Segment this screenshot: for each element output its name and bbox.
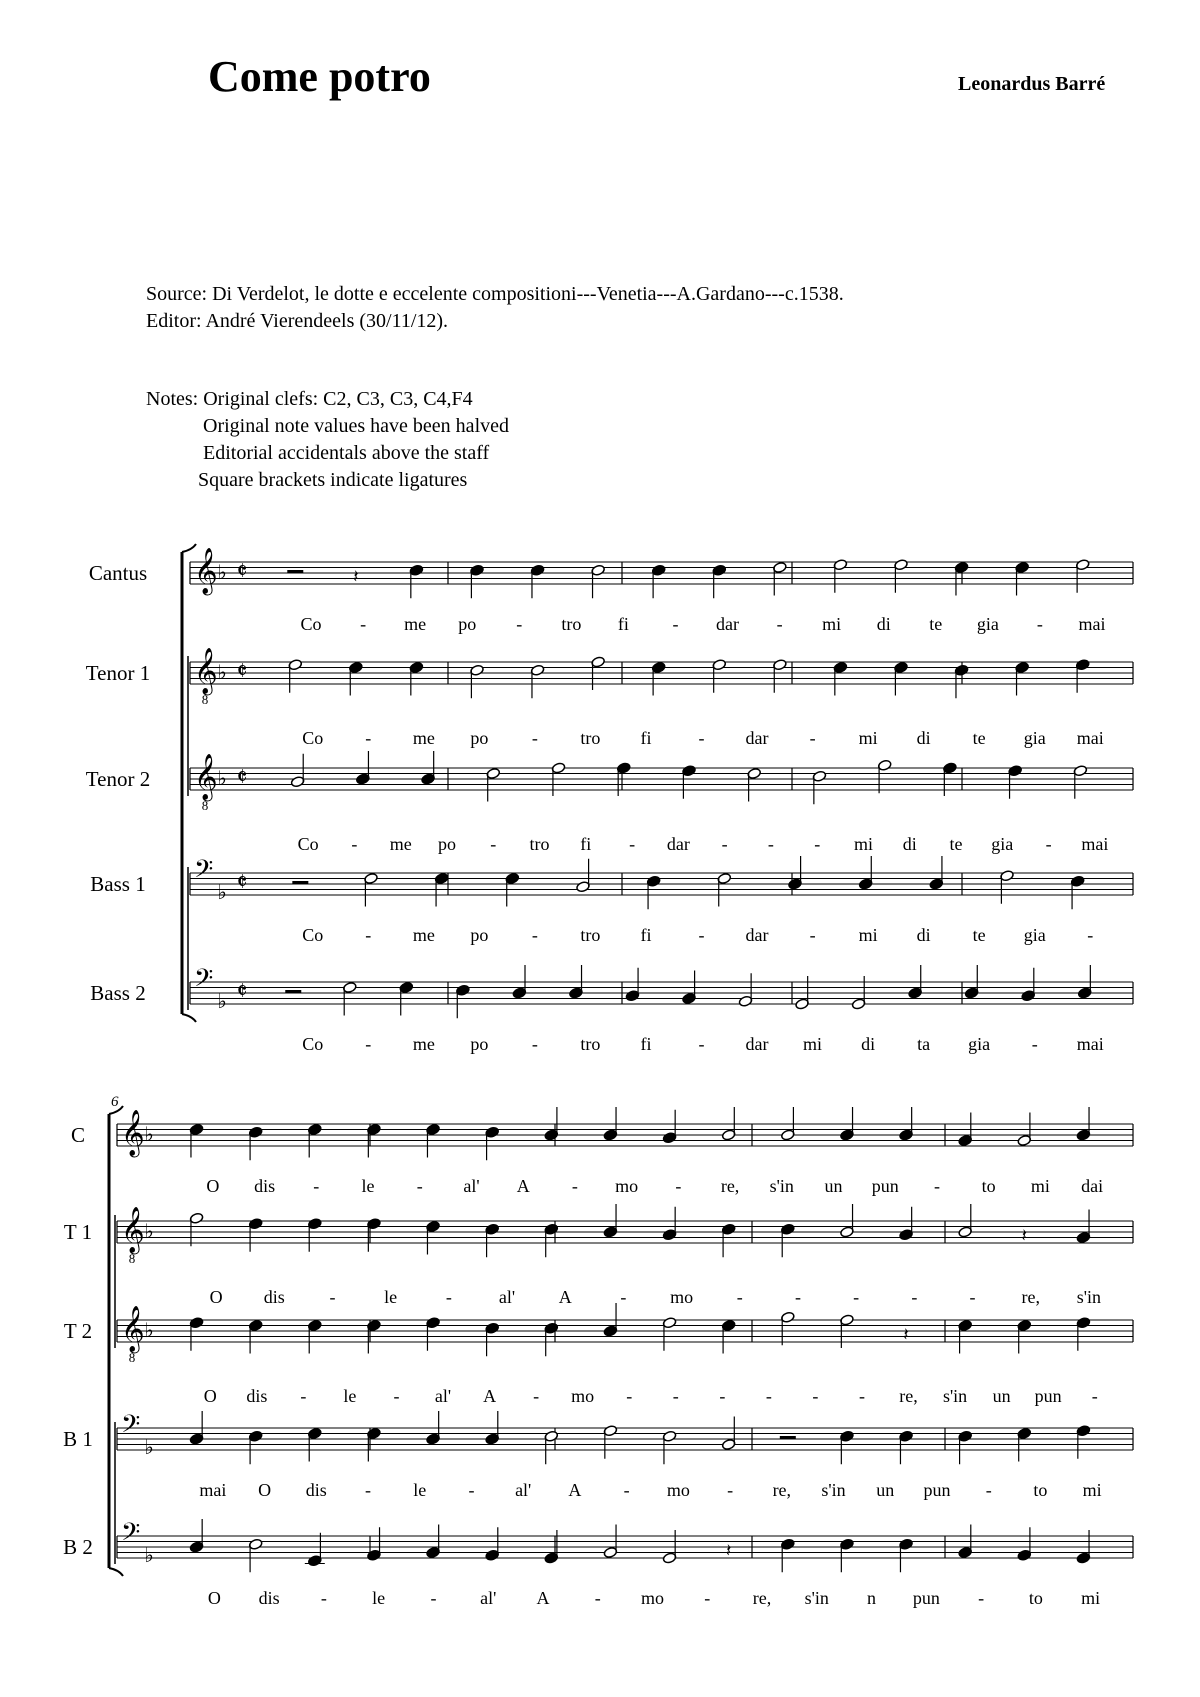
lyric-syllable: -	[812, 1386, 819, 1406]
lyric-syllable: mi	[803, 1034, 823, 1054]
staff-c	[71, 1107, 1133, 1196]
lyric-syllable: s'in	[769, 1176, 794, 1196]
lyric-syllable: -	[736, 1287, 743, 1307]
lyric-syllable: tro	[580, 925, 601, 945]
lyric-syllable: -	[365, 1034, 372, 1054]
lyric-syllable: gia	[968, 1034, 991, 1054]
lyric-syllable: fi	[640, 1034, 652, 1054]
bracket-bottom-hook	[182, 1014, 196, 1022]
lyric-syllable: un	[876, 1480, 895, 1500]
lyric-syllable: mi	[1082, 1480, 1102, 1500]
flat-icon: ♭	[217, 660, 227, 684]
part-label: B 1	[63, 1427, 93, 1451]
flat-icon: ♭	[144, 1219, 154, 1243]
lyric-syllable: mai	[1076, 1034, 1104, 1054]
lyric-syllable: re,	[899, 1386, 918, 1406]
lyric-syllable: mai	[199, 1480, 227, 1500]
lyric-syllable: -	[911, 1287, 918, 1307]
lyric-syllable: -	[445, 1287, 452, 1307]
lyric-syllable: -	[620, 1287, 627, 1307]
staff-tenor-1	[86, 648, 1133, 748]
lyric-syllable: Co	[302, 925, 324, 945]
part-label: B 2	[63, 1535, 93, 1559]
flat-icon: ♭	[217, 560, 227, 584]
lyric-syllable: -	[672, 614, 679, 634]
lyric-syllable: -	[853, 1287, 860, 1307]
lyric-syllable: -	[329, 1287, 336, 1307]
lyric-syllable: gia	[976, 614, 999, 634]
lyric-syllable: -	[675, 1176, 682, 1196]
part-label: Tenor 1	[85, 661, 151, 685]
quarter-rest-icon: 𝄽	[353, 566, 359, 588]
lyric-syllable: te	[972, 925, 986, 945]
lyric-syllable: mi	[1081, 1588, 1101, 1608]
part-label: Bass 2	[90, 981, 146, 1005]
lyric-syllable: -	[365, 1480, 372, 1500]
lyric-syllable: to	[1033, 1480, 1048, 1500]
lyric-syllable: -	[767, 834, 774, 854]
cut-time-icon: 𝄵	[236, 977, 248, 1005]
part-label: Bass 1	[90, 872, 146, 896]
lyric-syllable: -	[393, 1386, 400, 1406]
lyric-syllable: -	[698, 1034, 705, 1054]
lyric-syllable: al'	[480, 1588, 497, 1608]
lyric-syllable: -	[490, 834, 497, 854]
composer-name: Leonardus Barré	[958, 73, 1106, 95]
lyric-syllable: -	[721, 834, 728, 854]
notes-line-2: Editorial accidentals above the staff	[203, 442, 490, 464]
lyric-syllable: -	[626, 1386, 633, 1406]
lyric-syllable: tro	[529, 834, 550, 854]
lyric-syllable: mi	[858, 728, 878, 748]
rest-icon	[780, 1436, 796, 1439]
octave-8-icon: 8	[128, 1251, 136, 1266]
flat-icon: ♭	[144, 1543, 154, 1567]
lyric-syllable: mi	[1030, 1176, 1050, 1196]
lyric-syllable: -	[776, 614, 783, 634]
lyric-syllable: re,	[1021, 1287, 1040, 1307]
flat-icon: ♭	[217, 880, 227, 904]
lyric-syllable: dar	[745, 1034, 769, 1054]
lyric-syllable: tro	[580, 728, 601, 748]
lyric-syllable: dar	[716, 614, 740, 634]
flat-icon: ♭	[217, 989, 227, 1013]
treble-clef-icon: 𝄞	[194, 548, 218, 594]
part-label: C	[70, 1123, 86, 1147]
lyric-syllable: dar	[745, 728, 769, 748]
cut-time-icon: 𝄵	[236, 868, 248, 896]
notes-line-3: Square brackets indicate ligatures	[198, 469, 468, 491]
flat-icon: ♭	[144, 1122, 154, 1146]
lyric-syllable: s'in	[942, 1386, 968, 1406]
lyric-syllable: po	[470, 925, 489, 945]
lyric-syllable: mai	[1081, 834, 1109, 854]
lyric-syllable: -	[933, 1176, 940, 1196]
lyric-syllable: -	[365, 925, 372, 945]
staff-b-2	[63, 1518, 1133, 1608]
lyric-syllable: un	[824, 1176, 843, 1196]
quarter-rest-icon: 𝄽	[725, 1540, 732, 1562]
lyric-syllable: le	[413, 1480, 427, 1500]
lyric-syllable: me	[412, 1034, 435, 1054]
lyric-syllable: un	[992, 1386, 1011, 1406]
lyric-syllable: A	[558, 1287, 572, 1307]
lyric-syllable: Co	[302, 728, 324, 748]
lyric-syllable: di	[876, 614, 891, 634]
treble-clef-icon: 𝄞	[194, 754, 218, 800]
system-1	[86, 544, 1133, 1054]
lyric-syllable: to	[1028, 1588, 1043, 1608]
lyric-syllable: le	[384, 1287, 398, 1307]
lyric-syllable: fi	[640, 925, 652, 945]
lyric-syllable: A	[516, 1176, 530, 1196]
flat-icon: ♭	[217, 766, 227, 790]
rest-icon	[285, 990, 301, 993]
source-line: Source: Di Verdelot, le dotte e eccelente compositioni---Venetia---A.Gardano---c.1538.	[146, 283, 844, 305]
lyric-syllable: -	[416, 1176, 423, 1196]
lyric-syllable: -	[704, 1588, 711, 1608]
staff-bass-2	[90, 964, 1133, 1054]
lyric-syllable: tro	[561, 614, 582, 634]
lyric-syllable: dis	[254, 1176, 276, 1196]
lyric-syllable: pun	[1034, 1386, 1062, 1406]
staff-t-2	[64, 1303, 1133, 1406]
lyric-syllable: -	[594, 1588, 601, 1608]
score-title: Come potro	[208, 52, 431, 101]
lyric-syllable: le	[372, 1588, 386, 1608]
notes-heading: Notes: Original clefs: C2, C3, C3, C4,F4	[146, 388, 473, 410]
lyric-syllable: -	[794, 1287, 801, 1307]
lyric-syllable: al'	[434, 1386, 452, 1406]
lyric-syllable: fi	[580, 834, 592, 854]
lyric-syllable: fi	[617, 614, 629, 634]
lyric-syllable: -	[985, 1480, 992, 1500]
lyric-syllable: -	[313, 1176, 320, 1196]
lyric-syllable: dis	[246, 1386, 268, 1406]
lyric-syllable: O	[207, 1588, 221, 1608]
lyric-syllable: -	[1031, 1034, 1038, 1054]
editor-line: Editor: André Vierendeels (30/11/12).	[146, 310, 449, 332]
rest-icon	[292, 881, 308, 884]
lyric-syllable: mi	[853, 834, 873, 854]
lyric-syllable: dar	[666, 834, 690, 854]
lyric-syllable: A	[536, 1588, 550, 1608]
lyric-syllable: O	[203, 1386, 217, 1406]
lyric-syllable: me	[412, 925, 435, 945]
lyric-syllable: A	[568, 1480, 582, 1500]
lyric-syllable: fi	[640, 728, 652, 748]
lyric-syllable: -	[1087, 925, 1094, 945]
bass-clef-icon: 𝄢	[121, 1518, 141, 1553]
lyric-syllable: mi	[858, 925, 878, 945]
lyric-syllable: -	[698, 728, 705, 748]
lyric-syllable: mo	[666, 1480, 690, 1500]
lyric-syllable: mai	[1078, 614, 1106, 634]
lyric-syllable: po	[470, 1034, 489, 1054]
lyric-syllable: -	[672, 1386, 679, 1406]
lyric-syllable: -	[623, 1480, 630, 1500]
lyric-syllable: Co	[297, 834, 319, 854]
lyric-syllable: O	[206, 1176, 220, 1196]
lyric-syllable: -	[468, 1480, 475, 1500]
lyric-syllable: -	[531, 728, 538, 748]
lyric-syllable: re,	[772, 1480, 792, 1500]
lyric-syllable: -	[969, 1287, 976, 1307]
lyric-syllable: te	[929, 614, 943, 634]
staff-t-1	[64, 1204, 1133, 1307]
lyric-syllable: mo	[615, 1176, 639, 1196]
lyric-syllable: di	[916, 925, 931, 945]
bracket-bottom-hook	[109, 1568, 123, 1576]
octave-8-icon: 8	[128, 1350, 136, 1365]
lyric-syllable: dar	[745, 925, 769, 945]
lyric-syllable: te	[949, 834, 963, 854]
lyric-syllable: -	[1036, 614, 1043, 634]
lyric-syllable: -	[629, 834, 636, 854]
lyric-syllable: al'	[463, 1176, 480, 1196]
lyric-syllable: re,	[752, 1588, 772, 1608]
lyric-syllable: le	[343, 1386, 357, 1406]
lyric-syllable: -	[719, 1386, 726, 1406]
lyric-syllable: di	[861, 1034, 876, 1054]
lyric-syllable: n	[867, 1588, 877, 1608]
lyric-syllable: pun	[871, 1176, 899, 1196]
bass-clef-icon: 𝄢	[194, 855, 214, 890]
flat-icon: ♭	[144, 1435, 154, 1459]
lyric-syllable: to	[981, 1176, 996, 1196]
lyric-syllable: me	[412, 728, 435, 748]
lyric-syllable: -	[978, 1588, 985, 1608]
lyric-syllable: dai	[1081, 1176, 1104, 1196]
staff-cantus	[89, 548, 1133, 634]
lyric-syllable: mo	[640, 1588, 665, 1608]
lyric-syllable: -	[351, 834, 358, 854]
lyric-syllable: di	[916, 728, 931, 748]
lyric-syllable: O	[209, 1287, 223, 1307]
lyric-syllable: Co	[300, 614, 322, 634]
lyric-syllable: O	[258, 1480, 272, 1500]
lyric-syllable: al'	[498, 1287, 516, 1307]
lyric-syllable: -	[727, 1480, 734, 1500]
lyric-syllable: -	[360, 614, 367, 634]
part-label: T 1	[63, 1220, 93, 1244]
cut-time-icon: 𝄵	[236, 657, 248, 685]
lyric-syllable: s'in	[1076, 1287, 1102, 1307]
lyric-syllable: -	[809, 728, 816, 748]
lyric-syllable: s'in	[804, 1588, 829, 1608]
lyric-syllable: gia	[1023, 925, 1046, 945]
lyric-syllable: -	[814, 834, 821, 854]
lyric-syllable: dis	[258, 1588, 280, 1608]
treble-clef-icon: 𝄞	[121, 1110, 145, 1156]
lyric-syllable: -	[1091, 1386, 1098, 1406]
lyric-syllable: te	[972, 728, 986, 748]
lyric-syllable: pun	[923, 1480, 951, 1500]
lyric-syllable: s'in	[821, 1480, 846, 1500]
lyric-syllable: mi	[822, 614, 842, 634]
lyric-syllable: -	[698, 925, 705, 945]
notes-line-1: Original note values have been halved	[203, 415, 509, 437]
lyric-syllable: -	[765, 1386, 772, 1406]
lyric-syllable: -	[1045, 834, 1052, 854]
lyric-syllable: dis	[263, 1287, 285, 1307]
measure-number: 6	[111, 1094, 119, 1110]
lyric-syllable: -	[300, 1386, 307, 1406]
lyric-syllable: A	[483, 1386, 497, 1406]
lyric-syllable: po	[458, 614, 477, 634]
lyric-syllable: po	[437, 834, 456, 854]
lyric-syllable: -	[531, 925, 538, 945]
lyric-syllable: -	[531, 1034, 538, 1054]
lyric-syllable: pun	[912, 1588, 940, 1608]
lyric-syllable: Co	[302, 1034, 324, 1054]
lyric-syllable: re,	[720, 1176, 740, 1196]
lyric-syllable: -	[365, 728, 372, 748]
part-label: Tenor 2	[85, 767, 151, 791]
treble-clef-icon: 𝄞	[194, 648, 218, 694]
rest-icon	[287, 570, 303, 573]
flat-icon: ♭	[144, 1318, 154, 1342]
lyric-syllable: mo	[571, 1386, 595, 1406]
cut-time-icon: 𝄵	[236, 557, 248, 585]
lyric-syllable: mo	[670, 1287, 694, 1307]
lyric-syllable: tro	[580, 1034, 601, 1054]
octave-8-icon: 8	[201, 798, 209, 813]
lyric-syllable: me	[404, 614, 427, 634]
quarter-rest-icon: 𝄽	[1021, 1225, 1028, 1247]
staff-tenor-2	[86, 751, 1133, 854]
lyric-syllable: gia	[1023, 728, 1046, 748]
staff-b-1	[63, 1410, 1133, 1500]
part-label: Cantus	[88, 561, 148, 585]
lyric-syllable: -	[430, 1588, 437, 1608]
lyric-syllable: dis	[305, 1480, 327, 1500]
part-label: T 2	[63, 1319, 93, 1343]
system-2	[63, 1094, 1133, 1608]
lyric-syllable: -	[533, 1386, 540, 1406]
lyric-syllable: -	[809, 925, 816, 945]
lyric-syllable: mai	[1076, 728, 1104, 748]
lyric-syllable: po	[470, 728, 489, 748]
treble-clef-icon: 𝄞	[121, 1207, 145, 1253]
lyric-syllable: di	[902, 834, 917, 854]
lyric-syllable: -	[320, 1588, 327, 1608]
bass-clef-icon: 𝄢	[194, 964, 214, 999]
quarter-rest-icon: 𝄽	[903, 1324, 909, 1346]
cut-time-icon: 𝄵	[236, 763, 248, 791]
staff-bass-1	[90, 855, 1133, 945]
treble-clef-icon: 𝄞	[121, 1306, 145, 1352]
octave-8-icon: 8	[201, 692, 209, 707]
lyric-syllable: -	[571, 1176, 578, 1196]
lyric-syllable: ta	[917, 1034, 931, 1054]
lyric-syllable: -	[516, 614, 523, 634]
lyric-syllable: al'	[515, 1480, 532, 1500]
lyric-syllable: gia	[991, 834, 1014, 854]
bass-clef-icon: 𝄢	[121, 1410, 141, 1445]
lyric-syllable: -	[858, 1386, 865, 1406]
lyric-syllable: me	[389, 834, 412, 854]
lyric-syllable: le	[361, 1176, 375, 1196]
